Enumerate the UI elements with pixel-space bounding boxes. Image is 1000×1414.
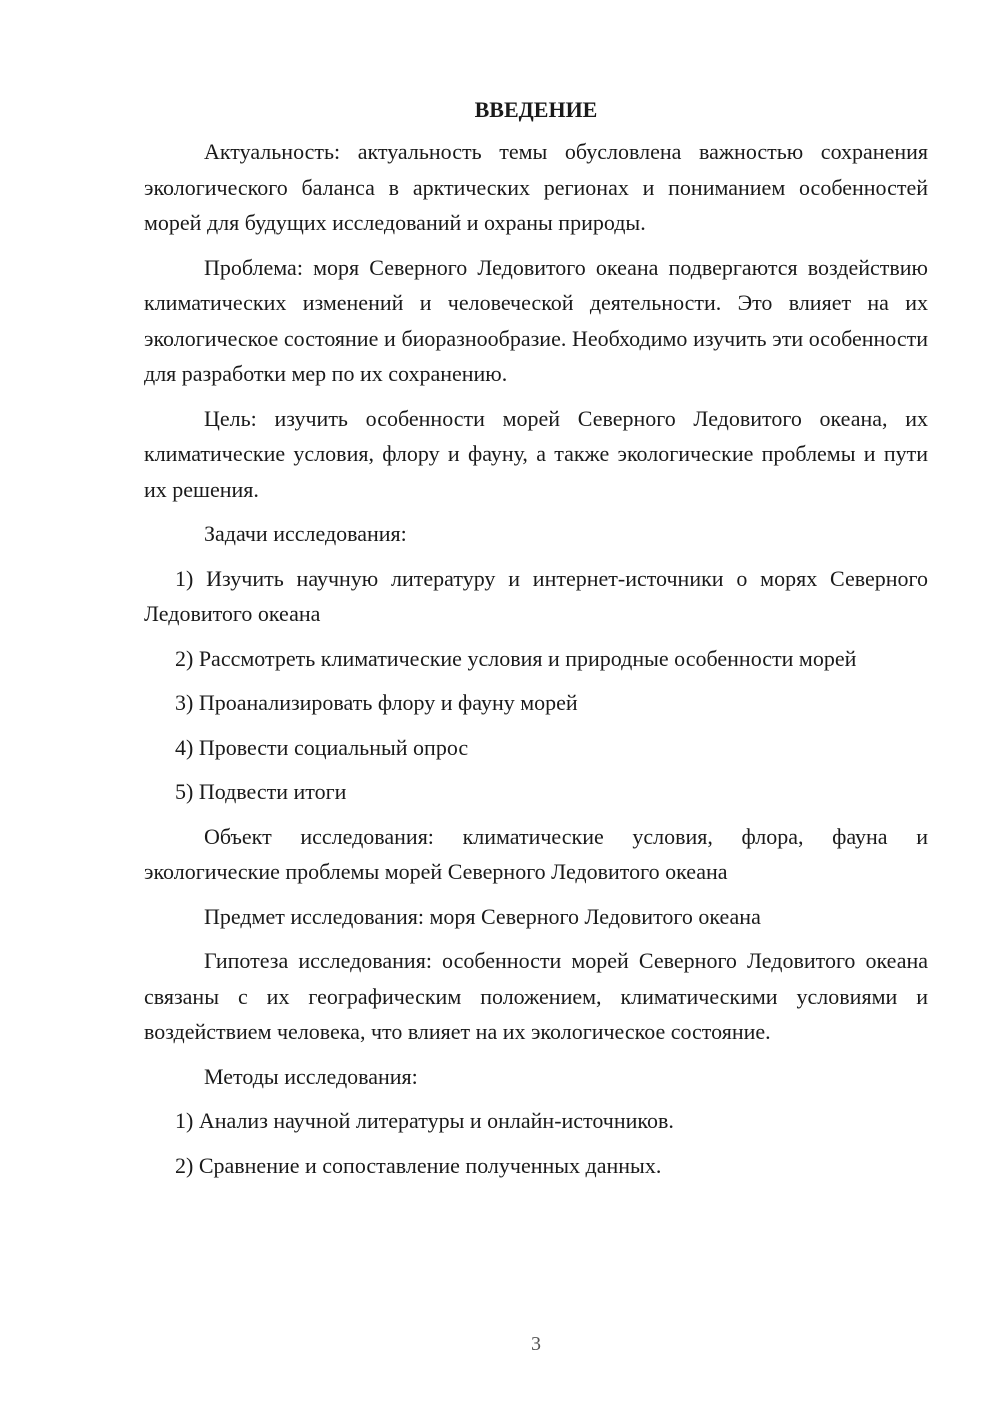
object-paragraph: Объект исследования: климатические условия, флора, фауна и экологические проблемы морей Северного Ледовитого океана: [144, 823, 928, 884]
subject-paragraph: Предмет исследования: моря Северного Ледовитого океана: [204, 903, 761, 929]
page-number: 3: [531, 1333, 541, 1355]
task-item: 4) Провести социальный опрос: [175, 734, 469, 760]
task-item: 1) Изучить научную литературу и интернет-источники о морях Северного Ледовитого океана: [144, 565, 928, 626]
document-page: [144, 92, 928, 1192]
tasks-title: Задачи исследования:: [204, 521, 407, 546]
method-item: 2) Сравнение и сопоставление полученных данных.: [175, 1152, 662, 1178]
relevance-paragraph: Актуальность: актуальность темы обусловлена важностью сохранения экологического баланса в арктических регионах и пониманием особенностей морей для будущих исследований и охраны природы.: [144, 139, 928, 235]
goal-paragraph: Цель: изучить особенности морей Северного Ледовитого океана, их климатические условия, флору и фауну, а также экологические проблемы и пути их решения.: [144, 405, 928, 502]
methods-title: Методы исследования:: [204, 1063, 418, 1089]
section-heading: ВВЕДЕНИЕ: [474, 97, 598, 122]
hypothesis-paragraph: Гипотеза исследования: особенности морей Северного Ледовитого океана связаны с их географическим положением, климатическими условиями и воздействием человека, что влияет на их экологическое состояние.: [144, 948, 928, 1044]
task-item: 5) Подвести итоги: [175, 779, 347, 804]
problem-paragraph: Проблема: моря Северного Ледовитого океана подвергаются воздействию климатических изменений и человеческой деятельности. Это влияет на их экологическое состояние и биоразнообразие. Необходимо изучить эти особенности для разработки мер по их сохранению.: [144, 254, 928, 386]
task-item: 2) Рассмотреть климатические условия и природные особенности морей: [175, 645, 857, 671]
method-item: 1) Анализ научной литературы и онлайн-источников.: [175, 1108, 674, 1133]
task-item: 3) Проанализировать флору и фауну морей: [175, 690, 578, 715]
